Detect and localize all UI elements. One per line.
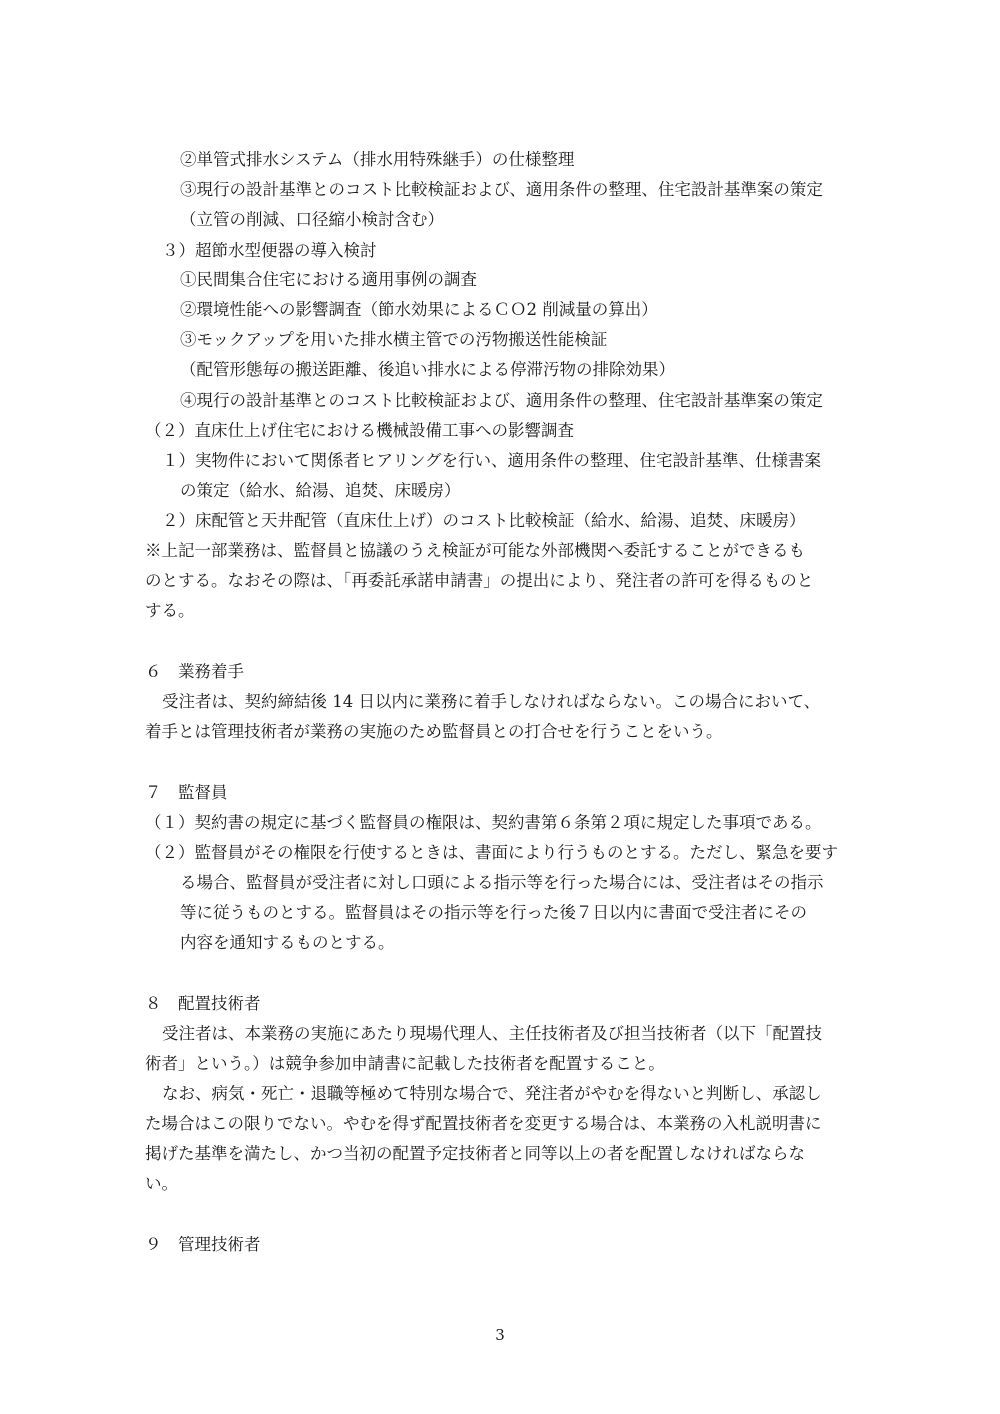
section-heading: ６ 業務着手 <box>145 662 244 681</box>
text-line: （配管形態毎の搬送距離、後追い排水による停滞汚物の排除効果） <box>180 360 675 379</box>
section-heading: ９ 管理技術者 <box>145 1235 261 1254</box>
text-line: 等に従うものとする。監督員はその指示等を行った後７日以内に書面で受注者にその <box>180 903 807 922</box>
text-line: 術者」という。）は競争参加申請書に記載した技術者を配置すること。 <box>145 1054 665 1073</box>
text-line: ※上記一部業務は、監督員と協議のうえ検証が可能な外部機関へ委託することができるも <box>145 541 805 560</box>
text-line: ④現行の設計基準とのコスト比較検証および、適用条件の整理、住宅設計基準案の策定 <box>180 391 823 410</box>
text-line: ①民間集合住宅における適用事例の調査 <box>180 270 477 289</box>
text-line: （立管の削減、口径縮小検討含む） <box>180 210 444 229</box>
text-line: する。 <box>145 601 195 620</box>
text-line: １）実物件において関係者ヒアリングを行い、適用条件の整理、住宅設計基準、仕様書案 <box>162 451 822 470</box>
text-line: ③現行の設計基準とのコスト比較検証および、適用条件の整理、住宅設計基準案の策定 <box>180 180 823 199</box>
text-line: ３）超節水型便器の導入検討 <box>162 241 377 260</box>
text-line: い。 <box>145 1174 178 1193</box>
text-line: た場合はこの限りでない。やむを得ず配置技術者を変更する場合は、本業務の入札説明書に <box>145 1114 822 1133</box>
text-line: のとする。なおその際は、「再委託承諾申請書」の提出により、発注者の許可を得るものと <box>145 571 814 590</box>
section-heading: ８ 配置技術者 <box>145 994 261 1013</box>
text-line: ③モックアップを用いた排水横主管での汚物搬送性能検証 <box>180 330 608 349</box>
text-line: なお、病気・死亡・退職等極めて特別な場合で、発注者がやむを得ないと判断し、承認し <box>162 1084 822 1103</box>
text-line: 内容を通知するものとする。 <box>180 933 395 952</box>
text-line: 着手とは管理技術者が業務の実施のため監督員との打合せを行うことをいう。 <box>145 722 723 741</box>
section-subheading: （２）直床仕上げ住宅における機械設備工事への影響調査 <box>145 421 574 440</box>
page-number: 3 <box>495 1326 505 1344</box>
section-heading: ７ 監督員 <box>145 783 228 802</box>
text-line: （２）監督員がその権限を行使するときは、書面により行うものとする。ただし、緊急を要す <box>145 843 838 862</box>
text-line: の策定（給水、給湯、追焚、床暖房） <box>180 481 461 500</box>
text-line: 受注者は、本業務の実施にあたり現場代理人、主任技術者及び担当技術者（以下「配置技 <box>162 1024 822 1043</box>
text-line: 掲げた基準を満たし、かつ当初の配置予定技術者と同等以上の者を配置しなければならな <box>145 1144 805 1163</box>
text-line: （１）契約書の規定に基づく監督員の権限は、契約書第６条第２項に規定した事項である。 <box>145 813 822 832</box>
text-line: ２）床配管と天井配管（直床仕上げ）のコスト比較検証（給水、給湯、追焚、床暖房） <box>162 511 806 530</box>
text-line: 受注者は、契約締結後 14 日以内に業務に着手しなければならない。この場合において、 <box>162 692 821 711</box>
text-line: ②単管式排水システム（排水用特殊継手）の仕様整理 <box>180 150 575 169</box>
text-line: る場合、監督員が受注者に対し口頭による指示等を行った場合には、受注者はその指示 <box>180 873 824 892</box>
text-line: ②環境性能への影響調査（節水効果によるＣＯ2 削減量の算出） <box>180 300 658 319</box>
